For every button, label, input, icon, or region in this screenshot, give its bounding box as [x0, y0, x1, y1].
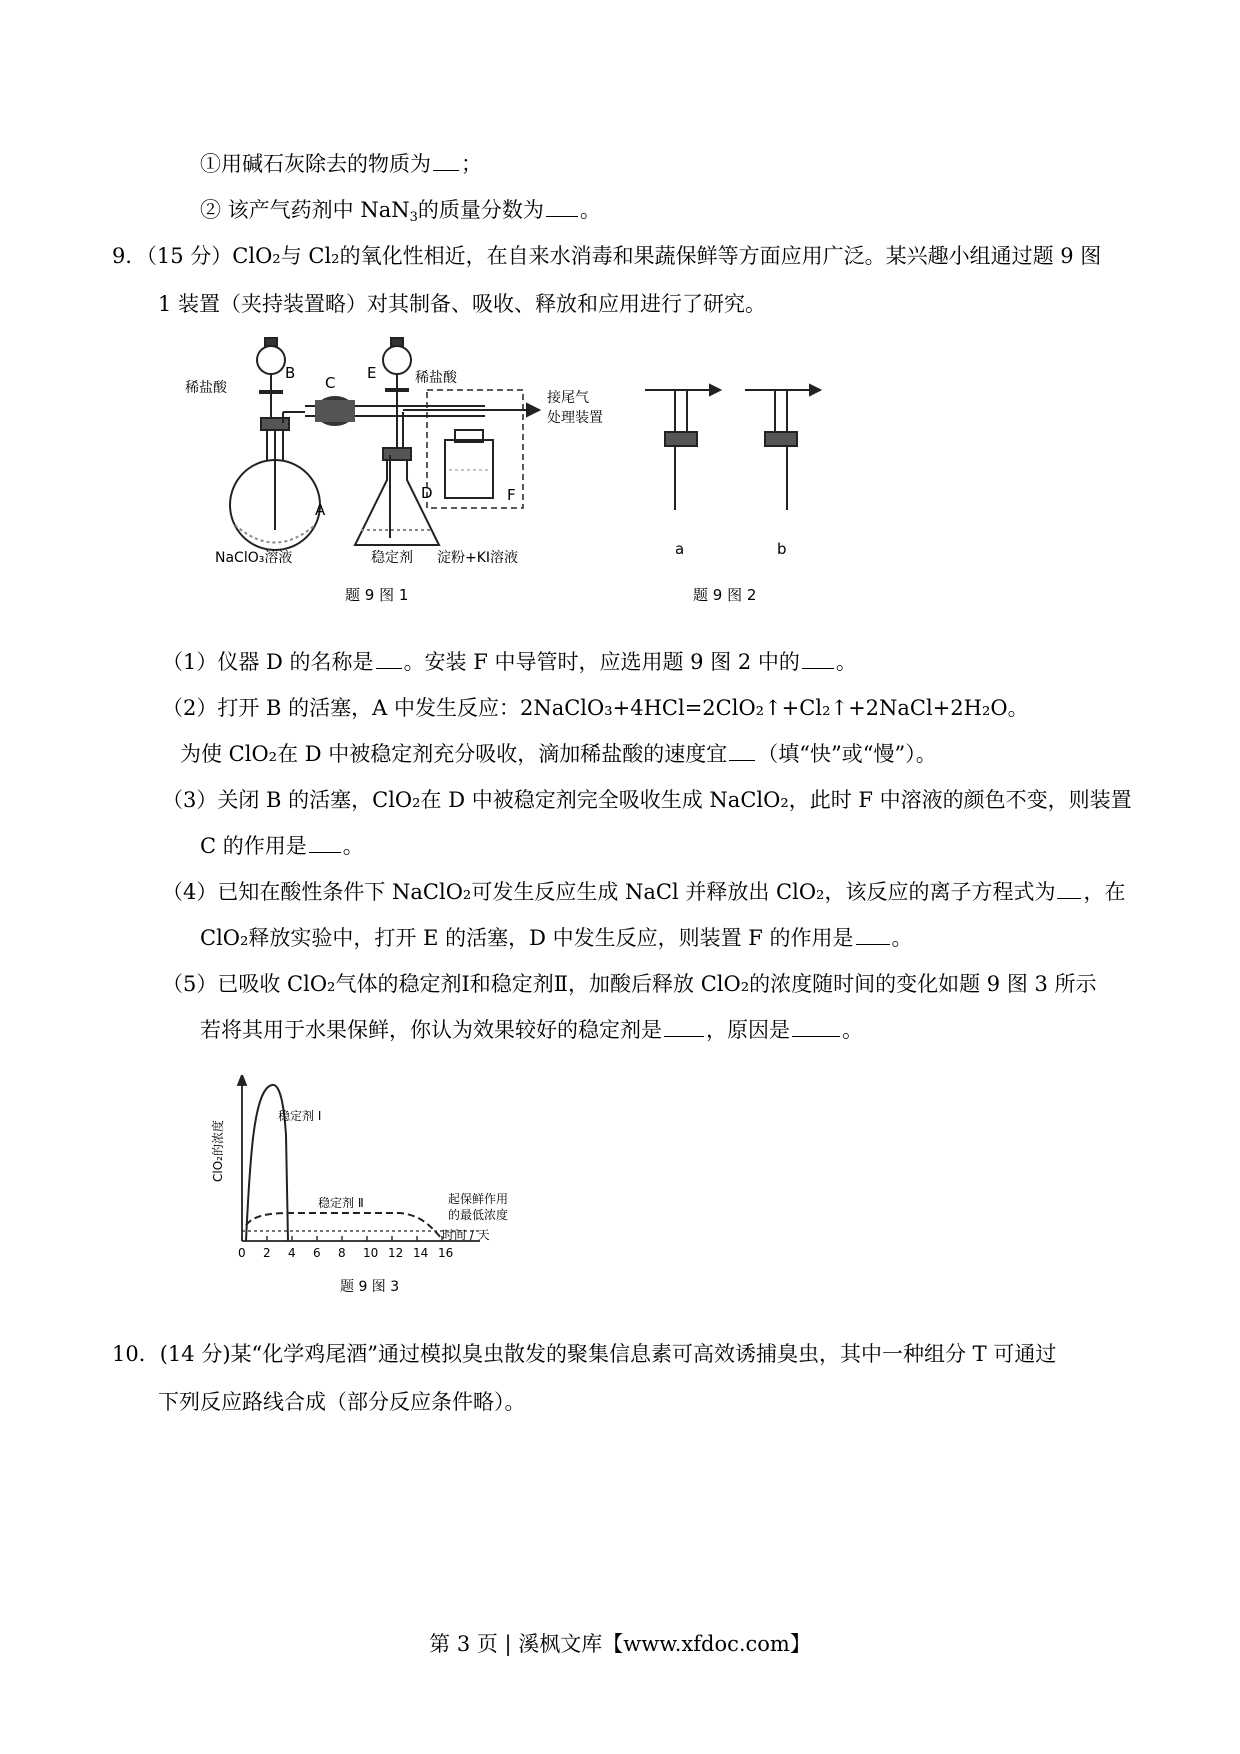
q9-part-1-text-c: 。 — [835, 650, 857, 674]
sub-question-2 — [200, 196, 601, 224]
arrow-tail-gas — [485, 404, 539, 416]
threshold-label-1: 起保鲜作用 — [448, 1192, 509, 1206]
q9-part-3-line-2 — [200, 832, 364, 860]
q9-part-3-text-a: C 的作用是 — [200, 834, 307, 858]
figure1-caption: 题 9 图 1 — [345, 586, 409, 604]
q9-part-1-text-b: 。安装 F 中导管时，应选用题 9 图 2 中的 — [403, 650, 800, 674]
label-naclo3: NaClO₃溶液 — [215, 550, 293, 566]
label-b: B — [285, 364, 296, 382]
funnel-b — [257, 338, 285, 418]
x-ticks — [238, 1236, 453, 1260]
label-tube-a: a — [675, 540, 685, 558]
label-c: C — [325, 374, 336, 392]
q9-part-3-line-1: （3）关闭 B 的活塞，ClO₂在 D 中被稳定剂完全吸收生成 NaClO₂，此时 F 中溶液的颜色不变，则装置 — [162, 788, 1132, 812]
x-axis-label: 时间 / 天 — [442, 1228, 490, 1242]
label-stabilizer: 稳定剂 — [371, 550, 413, 566]
q9-part-2-text-b: （填“快”或“慢”）。 — [757, 742, 937, 766]
q9-part-5-text-a: 若将其用于水果保鲜，你认为效果较好的稳定剂是 — [200, 1018, 662, 1042]
q9-line-1 — [112, 242, 1101, 270]
q9-part-5-text-b: ，原因是 — [706, 1018, 790, 1042]
x-tick-label: 16 — [438, 1246, 454, 1260]
concentration-figure — [210, 1075, 590, 1305]
answer-blank — [729, 740, 755, 761]
y-axis-arrow — [238, 1075, 246, 1085]
threshold-label-2: 的最低浓度 — [448, 1208, 509, 1222]
q10-line-2: 下列反应路线合成（部分反应条件略）。 — [158, 1390, 526, 1414]
q9-part-4-text-d: 。 — [891, 926, 913, 950]
label-tube-b: b — [777, 540, 787, 558]
q9-part-5-line-1: （5）已吸收 ClO₂气体的稳定剂Ⅰ和稳定剂Ⅱ，加酸后释放 ClO₂的浓度随时间的变化如题 9 图 3 所示 — [162, 972, 1097, 996]
sub-question-2-mid: 的质量分数为 — [417, 198, 544, 222]
sub-question-1-text: ①用碱石灰除去的物质为 — [200, 152, 431, 176]
q9-part-4-text-a: （4）已知在酸性条件下 NaClO₂可发生反应生成 NaCl 并释放出 ClO₂，该反应的离子方程式为 — [162, 880, 1056, 904]
sub-question-1-suffix: ； — [461, 152, 482, 176]
label-dilute-hcl-left: 稀盐酸 — [185, 380, 227, 396]
q9-part-1 — [162, 648, 857, 676]
q9-points: （15 分） — [146, 244, 233, 268]
q9-part-5-text-c: 。 — [842, 1018, 863, 1042]
x-tick-label: 14 — [413, 1246, 429, 1260]
sub-question-2-suffix: 。 — [579, 198, 601, 222]
label-starch-ki: 淀粉+KI溶液 — [437, 550, 519, 566]
answer-blank — [376, 648, 402, 669]
series-stabilizer-2-curve — [246, 1213, 442, 1239]
label-tail-gas-2: 处理装置 — [547, 410, 603, 426]
answer-blank — [1057, 878, 1081, 899]
q9-part-2-line-2 — [180, 740, 937, 768]
series-stabilizer-2-label: 稳定剂 Ⅱ — [318, 1196, 364, 1210]
figure3-caption: 题 9 图 3 — [340, 1279, 400, 1295]
tube-a-c — [283, 406, 485, 423]
answer-blank — [433, 150, 459, 171]
sub-question-1 — [200, 150, 482, 178]
label-a: A — [315, 501, 326, 519]
drying-tube-c — [315, 396, 355, 426]
q9-part-3-text-b: 。 — [342, 834, 364, 858]
x-tick-label: 10 — [363, 1246, 379, 1260]
q10-number: 10． — [112, 1342, 160, 1366]
q9-part-2-text-a: 为使 ClO₂在 D 中被稳定剂充分吸收，滴加稀盐酸的速度宜 — [180, 742, 728, 766]
q10-stem: 某“化学鸡尾酒”通过模拟臭虫散发的聚集信息素可高效诱捕臭虫，其中一种组分 T 可通过 — [230, 1342, 1057, 1366]
q10-line-1 — [112, 1340, 1056, 1368]
q9-part-4-line-1 — [162, 878, 1125, 906]
x-tick-label: 6 — [313, 1246, 321, 1260]
tube-a-figure2 — [645, 385, 720, 510]
answer-blank — [546, 196, 578, 217]
q9-part-1-text-a: （1）仪器 D 的名称是 — [162, 650, 374, 674]
answer-blank — [664, 1016, 704, 1037]
funnel-e — [383, 338, 411, 450]
q9-part-4-line-2 — [200, 924, 913, 952]
answer-blank — [792, 1016, 840, 1037]
label-dilute-hcl-right: 稀盐酸 — [415, 370, 457, 386]
answer-blank — [802, 648, 834, 669]
x-tick-label: 4 — [288, 1246, 296, 1260]
flask-a — [230, 418, 320, 550]
label-tail-gas-1: 接尾气 — [547, 390, 589, 406]
q9-stem: ClO₂与 Cl₂的氧化性相近，在自来水消毒和果蔬保鲜等方面应用广泛。某兴趣小组通过题 9 图 — [232, 244, 1102, 268]
x-tick-label: 8 — [338, 1246, 346, 1260]
q9-part-4-text-b: ，在 — [1083, 880, 1126, 904]
apparatus-figure — [175, 330, 935, 615]
answer-blank — [856, 924, 890, 945]
q9-part-5-line-2 — [200, 1016, 863, 1044]
q10-points: (14 分) — [159, 1342, 231, 1366]
page-footer: 第 3 页 | 溪枫文库【www.xfdoc.com】 — [429, 1632, 811, 1656]
subscript: 3 — [409, 210, 418, 225]
label-e: E — [367, 364, 377, 382]
x-tick-label: 12 — [388, 1246, 404, 1260]
q9-part-4-text-c: ClO₂释放实验中，打开 E 的活塞，D 中发生反应，则装置 F 的作用是 — [200, 926, 854, 950]
q9-number: 9． — [112, 244, 147, 268]
q9-line-2: 1 装置（夹持装置略）对其制备、吸收、释放和应用进行了研究。 — [158, 292, 767, 316]
figure2-caption: 题 9 图 2 — [693, 586, 757, 604]
answer-blank — [309, 832, 341, 853]
sub-question-2-text: ② 该产气药剂中 NaN — [200, 198, 410, 222]
q9-part-2-line-1: （2）打开 B 的活塞，A 中发生反应：2NaClO₃+4HCl=2ClO₂↑+Cl₂↑+2NaCl+2H₂O。 — [162, 696, 1029, 720]
label-f: F — [507, 486, 516, 504]
x-tick-label: 0 — [238, 1246, 246, 1260]
y-axis-label: ClO₂的浓度 — [211, 1120, 225, 1182]
x-tick-label: 2 — [263, 1246, 271, 1260]
series-stabilizer-1-label: 稳定剂 Ⅰ — [278, 1109, 322, 1123]
tube-b-figure2 — [745, 385, 820, 510]
label-d: D — [421, 484, 433, 502]
